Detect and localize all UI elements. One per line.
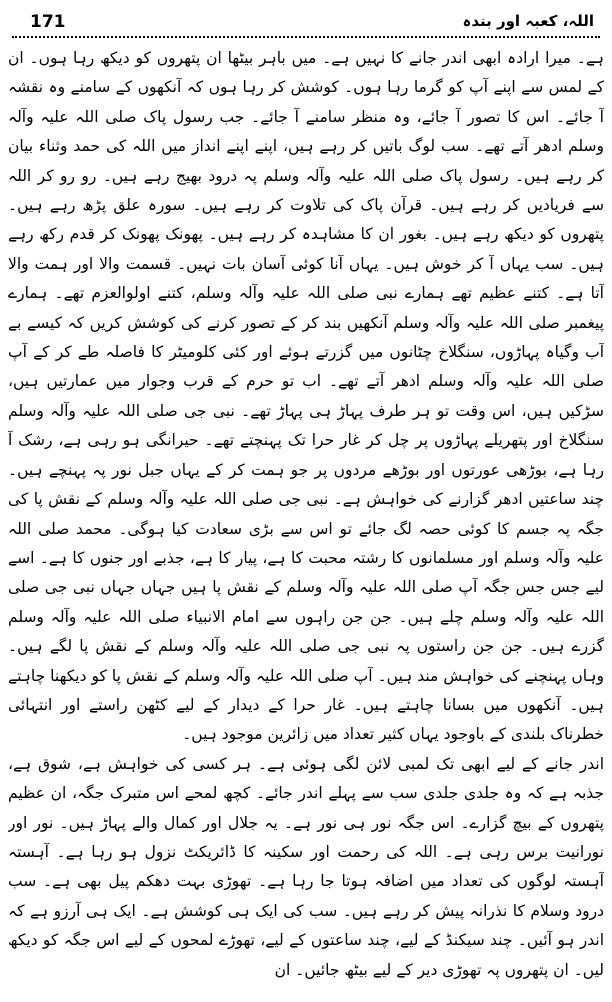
body-text (8, 44, 604, 992)
header-divider (12, 36, 600, 38)
page-header (10, 6, 602, 36)
page-number: 171 (30, 12, 66, 32)
paragraph-1: ہے۔ میرا ارادہ ابھی اندر جانے کا نہیں ہے۔ میں باہر بیٹھا ان پتھروں کو دیکھ رہا ہوں۔ ان کے لمس سے اپنے آپ کو گرما رہا ہوں۔ کوشش کر رہا ہوں کہ آنکھوں کے سامنے وہ نقشہ آ جائے۔ اس کا تصور آ جائے، وہ منظر سامنے آ جائے۔ جب رسول پاک صلی اللہ علیہ وآلہ وسلم ادھر آتے تھے۔ سب لوگ باتیں کر رہے ہیں، اپنے اپنے انداز میں اللہ کی حمد وثناء بیان کر رہے ہیں۔ رسول پاک صلی اللہ علیہ وآلہ وسلم پہ درود بھیج رہے ہیں۔ رو رو کر اللہ سے فریادیں کر رہے ہیں۔ قرآن پاک کی تلاوت کر رہے ہیں۔ سورہ علق پڑھ رہے ہیں۔ پتھروں کو دیکھ رہے ہیں۔ بغور ان کا مشاہدہ کر رہے ہیں۔ پھونک پھونک کر قدم رکھ رہے ہیں۔ سب یہاں آ کر خوش ہیں۔ یہاں آنا کوئی آسان بات نہیں۔ قسمت والا اور ہمت والا آتا ہے۔ کتنے عظیم تھے ہمارے نبی صلی اللہ علیہ وآلہ وسلم، کتنے اولوالعزم تھے۔ ہمارے پیغمبر صلی اللہ علیہ وآلہ وسلم آنکھیں بند کر کے تصور کرنے کی کوشش کریں کہ کیسے بے آب وگیاہ پہاڑوں، سنگلاخ چٹانوں میں گزرتے ہوئے اور کئی کلومیٹر کا فاصلہ طے کر کے آپ صلی اللہ علیہ وآلہ وسلم ادھر آتے تھے۔ اب تو حرم کے قرب وجوار میں عمارتیں ہیں، سڑکیں ہیں، اس وقت تو ہر طرف پہاڑ ہی پہاڑ تھے۔ نبی جی صلی اللہ علیہ وآلہ وسلم سنگلاخ اور پتھریلے پہاڑوں پر چل کر غار حرا تک پہنچتے تھے۔ حیرانگی ہو رہی ہے، رشک آ رہا ہے، بوڑھی عورتوں اور بوڑھے مردوں پر جو ہمت کر کے یہاں جبل نور پہ پہنچے ہیں۔ چند ساعتیں ادھر گزارنے کی خواہش ہے۔ نبی جی صلی اللہ علیہ وآلہ وسلم کے نقش پا کی جگہ پہ جسم کا کوئی حصہ لگ جائے تو اس سے بڑی سعادت کیا ہوگی۔ محمد صلی اللہ علیہ وآلہ وسلم اور مسلمانوں کا رشتہ محبت کا ہے، پیار کا ہے، جذبے اور جنوں کا ہے۔ اسے لیے جس جس جگہ آپ صلی اللہ علیہ وآلہ وسلم کے نقش پا ہیں جہاں جہاں نبی جی صلی اللہ علیہ وآلہ وسلم چلے ہیں۔ جن جن راہوں سے امام الانبیاء صلی اللہ علیہ وآلہ وسلم گزرے ہیں۔ جن جن راستوں پہ نبی جی صلی اللہ علیہ وآلہ وسلم کے نقش پا لگے ہیں۔ وہاں پہنچنے کی خواہش مند ہیں۔ آپ صلی اللہ علیہ وآلہ وسلم کے نقش پا کو دیکھنا چاہتے ہیں۔ آنکھوں میں بسانا چاہتے ہیں۔ غار حرا کے دیدار کے لیے کٹھن راستے اور انتہائی خطرناک بلندی کے باوجود یہاں کثیر تعداد میں زائرین موجود ہیں۔ (8, 49, 604, 744)
paragraph-2: اندر جانے کے لیے ابھی تک لمبی لائن لگی ہوئی ہے۔ ہر کسی کی خواہش ہے، شوق ہے، جذبہ ہے کہ وہ جلدی جلدی سب سے پہلے اندر جائے۔ کچھ لمحے اس متبرک جگہ، ان عظیم پتھروں کے بیچ گزارے۔ اس جگہ نور ہی نور ہے۔ یہ جلال اور کمال والے پہاڑ ہیں۔ نور اور نورانیت برس رہی ہے۔ اللہ کی رحمت اور سکینہ کا ڈائریکٹ نزول ہو رہا ہے۔ آہستہ آہستہ لوگوں کی تعداد میں اضافہ ہوتا جا رہا ہے۔ تھوڑی بہت دھکم پیل بھی ہے۔ سب درود وسلام کا نذرانہ پیش کر رہے ہیں۔ سب کی ایک ہی کوشش ہے۔ ایک ہی آرزو ہے کہ اندر ہو آئیں۔ چند سیکنڈ کے لیے، چند ساعتوں کے لیے، تھوڑے لمحوں کے لیے اس جگہ کو دیکھ لیں۔ ان پتھروں پہ تھوڑی دیر کے لیے بیٹھ جائیں۔ ان (8, 754, 604, 979)
running-title: اللہ، کعبہ اور بندہ (462, 12, 594, 30)
